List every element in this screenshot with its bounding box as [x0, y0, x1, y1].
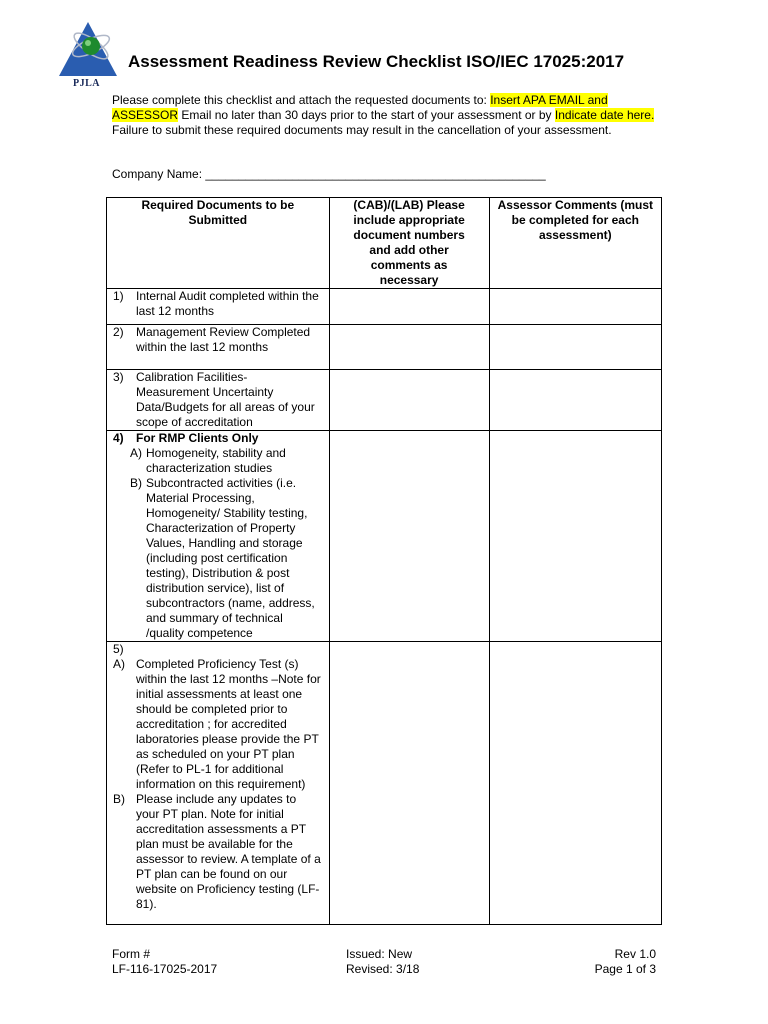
row-2-assessor-comment-cell[interactable] — [489, 325, 661, 370]
subitem-label: B) — [130, 476, 142, 490]
header-assessor-comments: Assessor Comments (must be completed for each assessment) — [489, 198, 661, 289]
logo-triangle-icon — [55, 18, 121, 84]
row-4-cab-comment-cell[interactable] — [329, 431, 489, 642]
subitem-label: A) — [113, 657, 125, 671]
subitem — [107, 657, 329, 792]
table-row — [107, 431, 662, 642]
row-2-item — [107, 325, 330, 370]
row-number: 2) — [113, 325, 124, 339]
page-title: Assessment Readiness Review Checklist ISO/IEC 17025:2017 — [128, 52, 625, 71]
row-3-item — [107, 370, 330, 431]
row-text: Management Review Completed within the last 12 months — [136, 325, 311, 354]
row-number: 5) — [113, 642, 124, 656]
form-label: Form # — [112, 947, 151, 961]
subitem — [107, 792, 329, 912]
company-name-line: Company Name: ___________________________________________________ — [112, 167, 546, 181]
row-text — [136, 642, 323, 657]
header-cab-lab: (CAB)/(LAB) Please include appropriate document numbers and add other comments as necessary — [329, 198, 489, 289]
subitem-label: B) — [113, 792, 125, 806]
form-number: LF-116-17025-2017 — [112, 962, 218, 976]
subitem-text: Please include any updates to your PT plan. Note for initial accreditation assessments a PT plan must be available for the assessor to review. A template of a PT plan can be found on our website on Proficiency testing (LF-81). — [136, 792, 321, 911]
footer-revision — [595, 947, 656, 977]
row-text: Internal Audit completed within the last 12 months — [136, 289, 319, 318]
row-3-assessor-comment-cell[interactable] — [489, 370, 661, 431]
row-5-assessor-comment-cell[interactable] — [489, 642, 661, 925]
row-1-item — [107, 289, 330, 325]
footer-form — [112, 947, 217, 977]
intro-text-2: Email no later than 30 days prior to the start of your assessment or by — [178, 108, 555, 122]
table-header-row — [107, 198, 662, 289]
highlight-email: Insert APA EMAIL and ASSESSOR — [112, 93, 608, 122]
footer-issue — [346, 947, 419, 977]
row-number: 3) — [113, 370, 124, 384]
row-1-assessor-comment-cell[interactable] — [489, 289, 661, 325]
subitem — [107, 446, 329, 476]
highlight-date: Indicate date here. — [554, 108, 655, 122]
subitem-label: A) — [130, 446, 142, 460]
row-4-item — [107, 431, 330, 642]
checklist-table — [106, 197, 662, 925]
table-row — [107, 642, 662, 925]
logo-text: PJLA — [73, 78, 100, 89]
row-2-cab-comment-cell[interactable] — [329, 325, 489, 370]
row-number: 4) — [113, 431, 124, 445]
intro-text-1: Please complete this checklist and attach the requested documents to: — [112, 93, 491, 107]
row-5-cab-comment-cell[interactable] — [329, 642, 489, 925]
subitem — [107, 476, 329, 641]
rev-text: Rev 1.0 — [614, 947, 656, 961]
header-required-documents: Required Documents to be Submitted — [107, 198, 330, 289]
intro-paragraph — [112, 93, 657, 138]
row-5-item — [107, 642, 330, 925]
row-text: For RMP Clients Only — [136, 431, 259, 445]
row-1-cab-comment-cell[interactable] — [329, 289, 489, 325]
page-number: Page 1 of 3 — [594, 962, 656, 976]
table-row — [107, 370, 662, 431]
row-number: 1) — [113, 289, 124, 303]
revised-text: Revised: 3/18 — [346, 962, 420, 976]
row-3-cab-comment-cell[interactable] — [329, 370, 489, 431]
subitem-text: Completed Proficiency Test (s) within the last 12 months –Note for initial assessments at least one should be completed prior to accreditation ; for accredited laboratories please provide the PT as scheduled on your PT plan (Refer to PL-1 for additional information on this requirement) — [136, 657, 321, 791]
intro-text-3: Failure to submit these required documents may result in the cancellation of your assessment. — [112, 123, 612, 137]
table-row — [107, 325, 662, 370]
subitem-text: Homogeneity, stability and characterization studies — [146, 446, 286, 475]
row-text: Calibration Facilities- Measurement Uncertainty Data/Budgets for all areas of your scope of accreditation — [136, 370, 315, 429]
row-4-assessor-comment-cell[interactable] — [489, 431, 661, 642]
issued-text: Issued: New — [346, 947, 413, 961]
subitem-text: Subcontracted activities (i.e. Material Processing, Homogeneity/ Stability testing, Characterization of Property Values, Handling and storage (including post certification testing), Distribution & post distribution service), list of subcontractors (name, address, and summary of technical /quality competence — [146, 476, 315, 640]
table-row — [107, 289, 662, 325]
